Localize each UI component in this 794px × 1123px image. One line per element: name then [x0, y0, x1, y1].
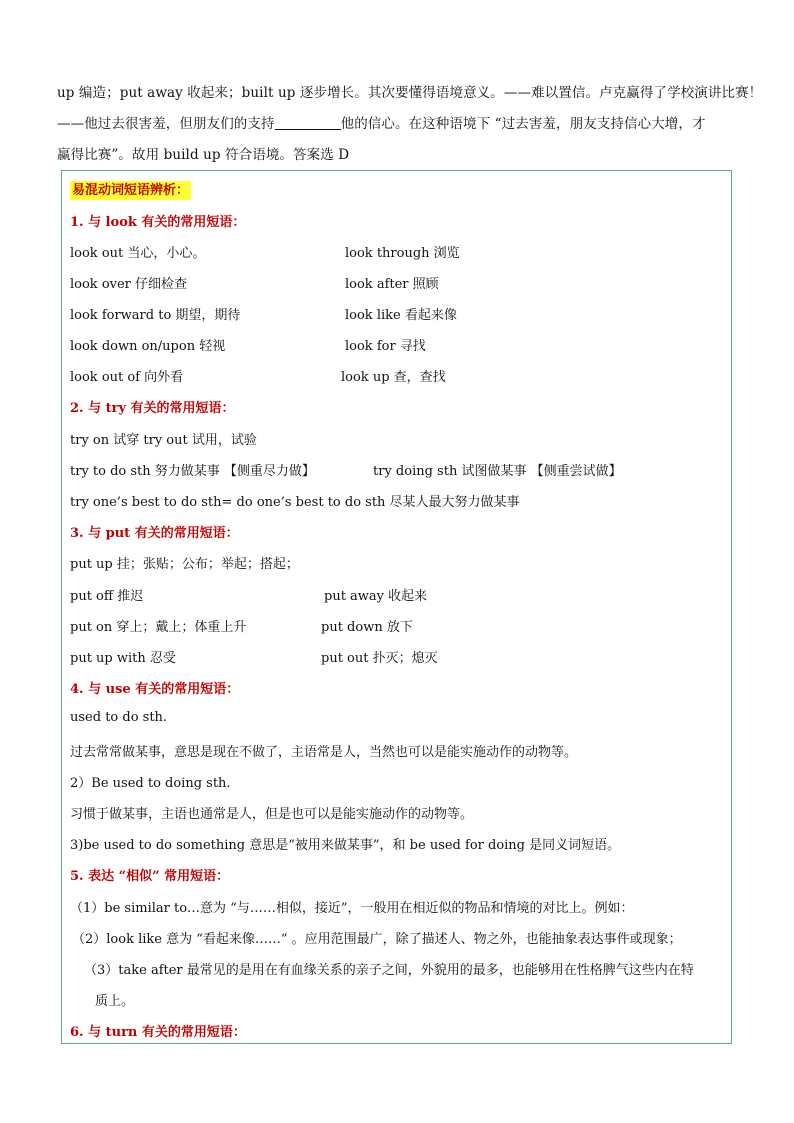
intro-line-1: up 编造；put away 收起来；built up 逐步增长。其次要懂得语境意义。——难以置信。卢克赢得了学校演讲比赛！ [57, 85, 763, 101]
similar-line-4: 质上。 [95, 994, 135, 1009]
section-try-title: 2. 与 try 有关的常用短语： [70, 401, 235, 416]
intro-line-3: 赢得比赛”。故用 build up 符合语境。答案选 D [57, 147, 350, 163]
look-left-3: look down on/upon 轻视 [70, 339, 226, 354]
section-look-title: 1. 与 look 有关的常用短语： [70, 215, 246, 230]
look-left-4: look out of 向外看 [70, 370, 184, 385]
look-left-0: look out 当心，小心。 [70, 246, 206, 261]
section-use-title: 4. 与 use 有关的常用短语： [70, 682, 240, 697]
look-right-4: look up 查，查找 [341, 370, 446, 385]
look-left-1: look over 仔细检查 [70, 277, 188, 292]
look-left-2: look forward to 期望，期待 [70, 308, 241, 323]
intro-line-2-b: 他的信心。在这种语境下 “过去害羞，朋友支持信心大增，才 [340, 116, 706, 132]
phrase-analysis-box [61, 170, 732, 1044]
box-heading [70, 179, 191, 198]
section-turn-title: 6. 与 turn 有关的常用短语： [70, 1025, 246, 1040]
try-line-2b: try doing sth 试图做某事 【侧重尝试做】 [373, 464, 622, 479]
put-line-1: put up 挂；张贴；公布；举起；搭起； [70, 557, 299, 572]
use-line-4: 习惯于做某事，主语也通常是人，但是也可以是能实施动作的动物等。 [70, 807, 474, 822]
intro-line-2-a: ——他过去很害羞，但朋友们的支持 [57, 116, 275, 132]
use-line-3: 2）Be used to doing sth. [70, 776, 231, 791]
try-line-2a: try to do sth 努力做某事 【侧重尽力做】 [70, 464, 315, 479]
intro-line-2 [57, 109, 747, 140]
put-left-1: put on 穿上；戴上；体重上升 [70, 620, 247, 635]
look-right-1: look after 照顾 [345, 277, 439, 292]
put-right-2: put out 扑灭；熄灭 [321, 651, 438, 666]
intro-paragraph [57, 78, 763, 171]
put-right-0: put away 收起来 [324, 589, 428, 604]
look-right-3: look for 寻找 [345, 339, 426, 354]
put-left-0: put off 推迟 [70, 589, 144, 604]
use-line-1: used to do sth. [70, 710, 168, 725]
answer-blank [275, 115, 341, 130]
similar-line-3: （3）take after 最常见的是用在有血缘关系的亲子之间，外貌用的最多，也能够用在性格脾气这些内在特 [84, 963, 694, 978]
look-right-2: look like 看起来像 [345, 308, 457, 323]
similar-line-1: （1）be similar to…意为 “与……相似，接近”，一般用在相近似的物品和情境的对比上。例如： [70, 901, 634, 916]
try-line-3: try one’s best to do sth= do one’s best to do sth 尽某人最大努力做某事 [70, 495, 520, 510]
try-line-1: try on 试穿 try out 试用，试验 [70, 433, 257, 448]
put-left-2: put up with 忍受 [70, 651, 176, 666]
box-heading-text: 易混动词短语辨析： [72, 183, 190, 198]
use-line-5: 3)be used to do something 意思是“被用来做某事”，和 be used for doing 是同义词短语。 [70, 838, 621, 853]
similar-line-2: （2）look like 意为 “看起来像……” 。应用范围最广，除了描述人、物之外，也能抽象表达事件或现象； [72, 932, 682, 947]
section-put-title: 3. 与 put 有关的常用短语： [70, 526, 239, 541]
section-similar-title: 5. 表达 “相似” 常用短语： [70, 869, 230, 884]
look-right-0: look through 浏览 [345, 246, 460, 261]
use-line-2: 过去常常做某事，意思是现在不做了，主语常是人，当然也可以是能实施动作的动物等。 [70, 745, 578, 760]
put-right-1: put down 放下 [321, 620, 413, 635]
